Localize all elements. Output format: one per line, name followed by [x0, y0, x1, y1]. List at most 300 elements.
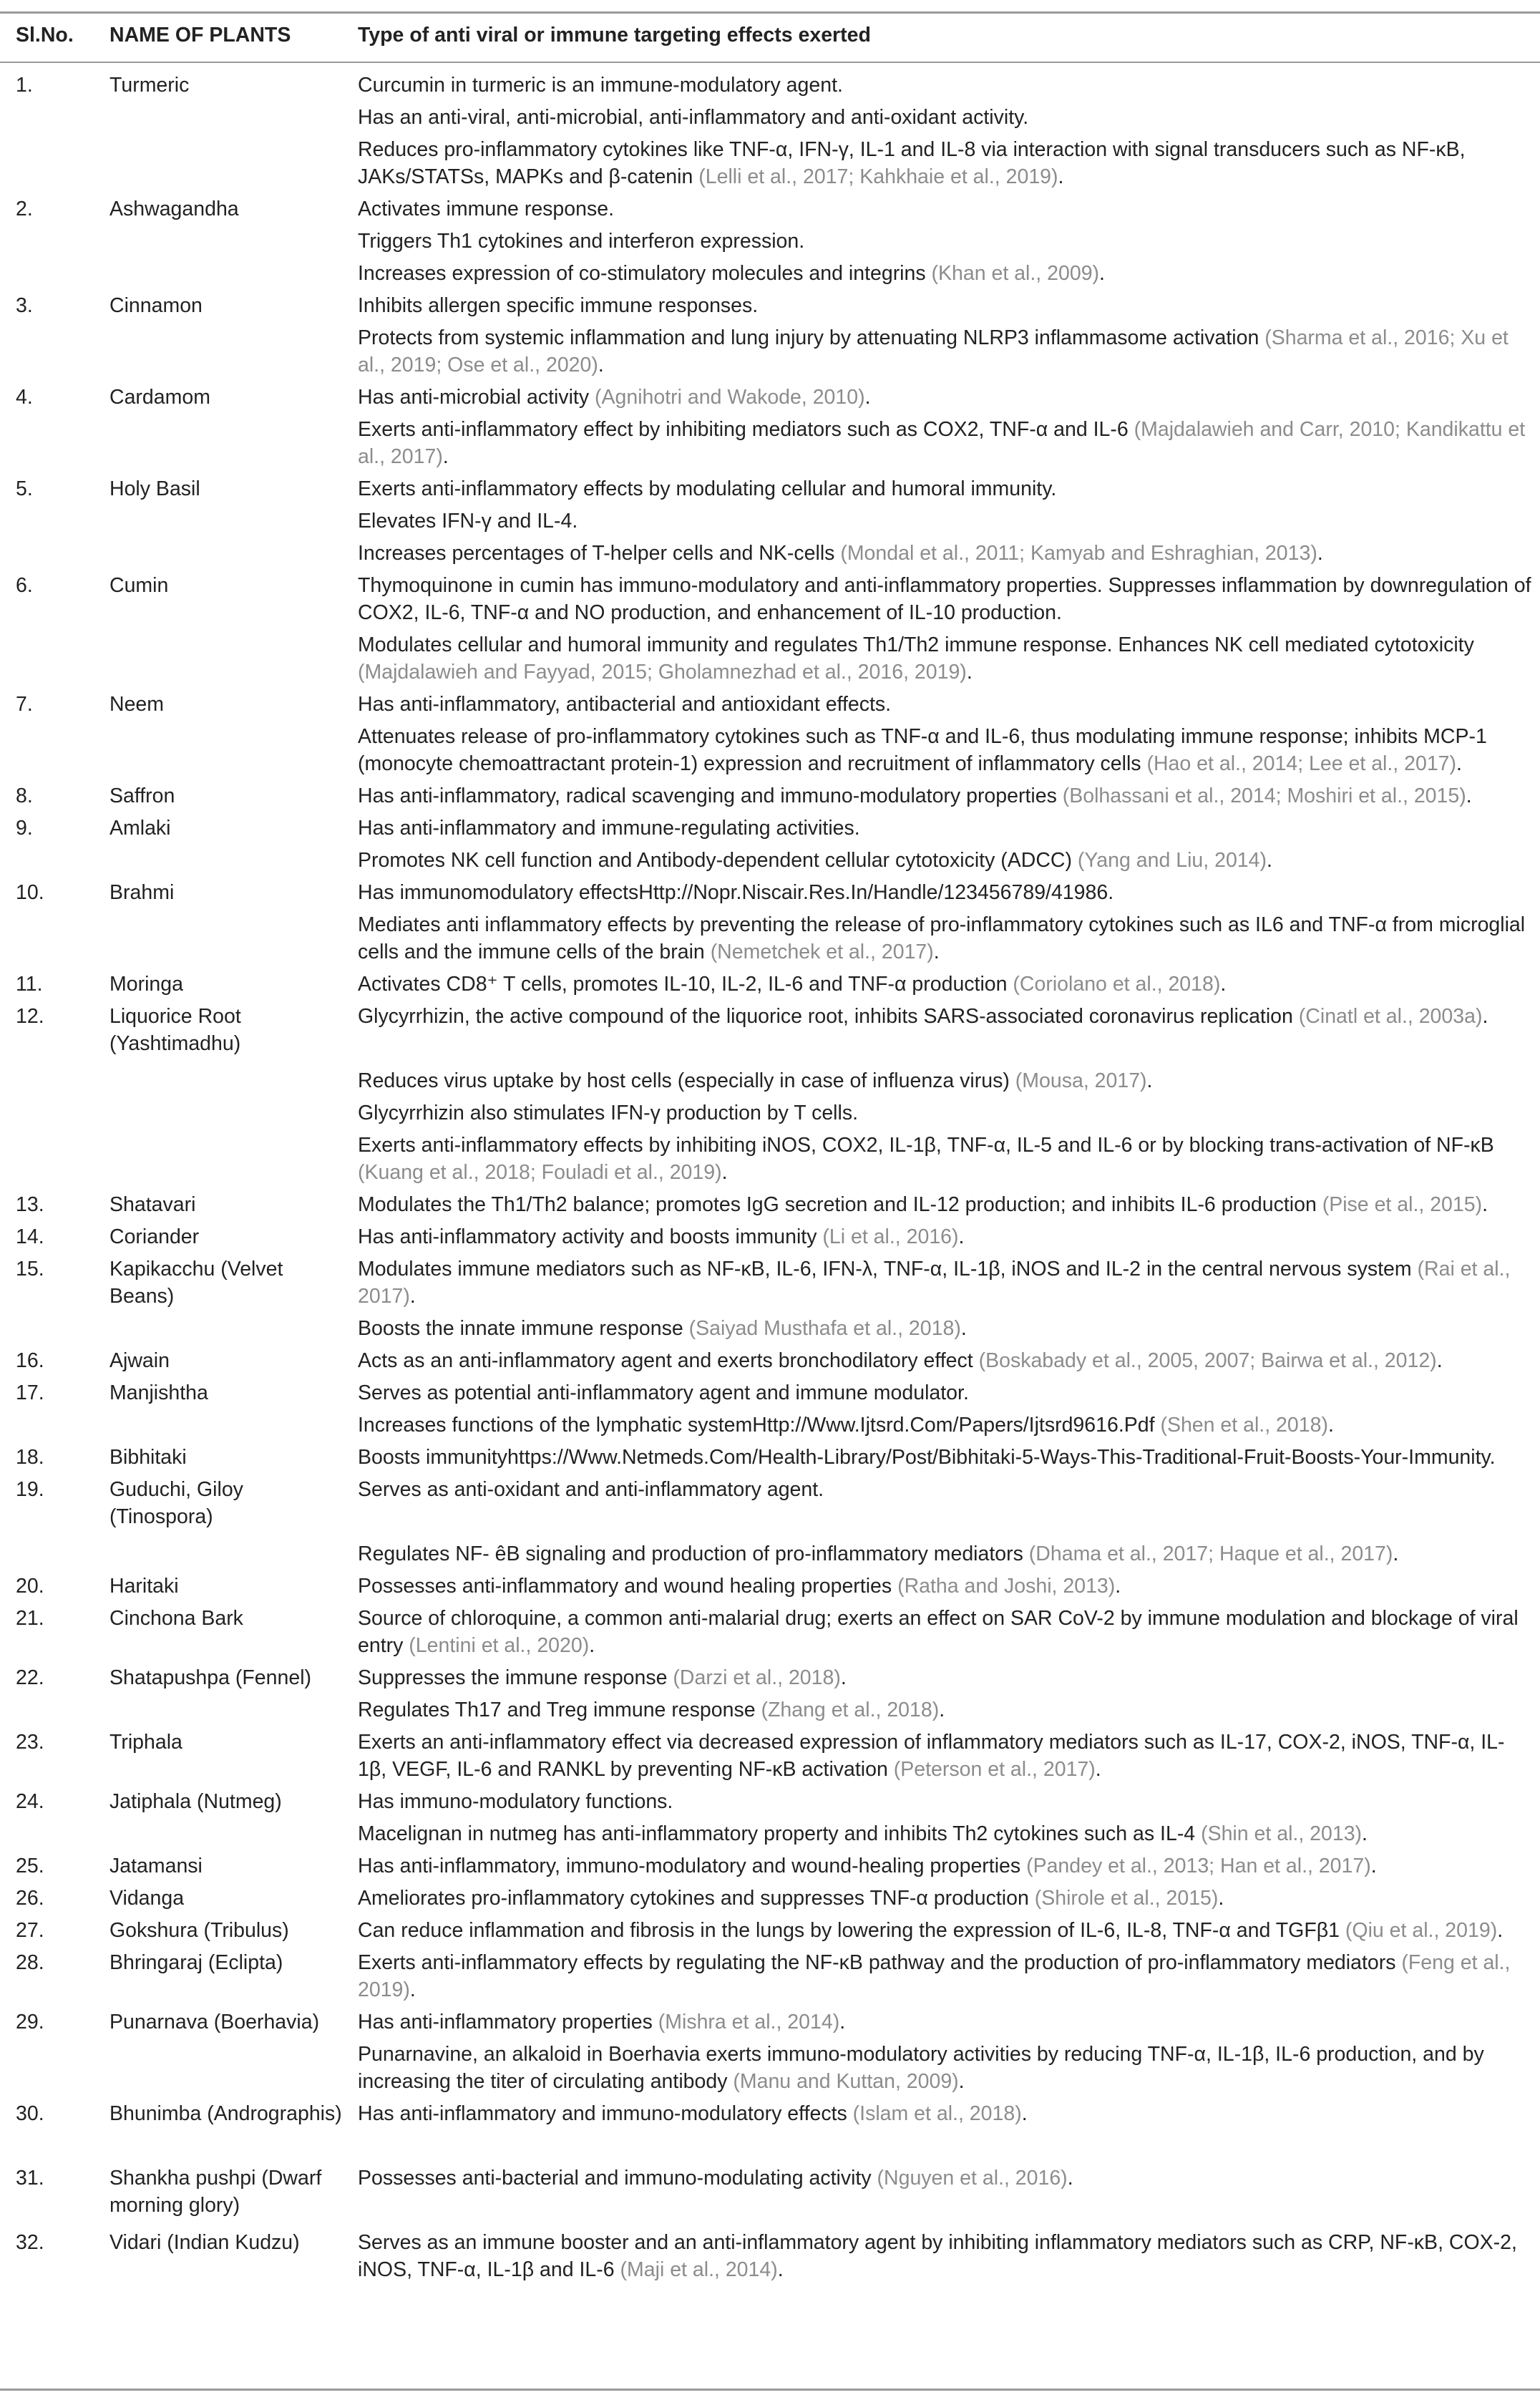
- effect-text: Boosts the innate immune response: [358, 1317, 683, 1340]
- table-row: [0, 691, 1540, 777]
- effect-punctuation: .: [1267, 849, 1272, 872]
- plant-name: Jatiphala (Nutmeg): [109, 1790, 282, 1813]
- effect-punctuation: .: [1067, 2167, 1073, 2190]
- row-number: 15.: [16, 1258, 44, 1281]
- table-row: [0, 1444, 1540, 1471]
- table-row: [0, 72, 1540, 190]
- table-row: [0, 1379, 1540, 1439]
- effect-punctuation: .: [777, 2258, 784, 2281]
- effect-punctuation: .: [598, 354, 604, 376]
- citation-link[interactable]: (Kuang et al., 2018; Fouladi et al., 2019): [358, 1161, 722, 1184]
- row-number: 16.: [16, 1349, 44, 1372]
- effect-item: [358, 1255, 1531, 1310]
- effect-text: Protects from systemic inflammation and lung injury by attenuating NLRP3 inflammasome activation: [358, 326, 1259, 349]
- effect-punctuation: .: [721, 1161, 728, 1184]
- effect-text: Has anti-inflammatory and immune-regulating activities.: [358, 817, 860, 840]
- effect-item: [358, 1347, 1531, 1374]
- citation-link[interactable]: (Feng et al., 2019): [358, 1951, 1511, 2001]
- effect-text: Mediates anti inflammatory effects by preventing the release of pro-inflammatory cytokines such as IL6 and TNF-α from microglial cells and the immune cells of the brain: [358, 913, 1526, 963]
- plant-name: Amlaki: [109, 817, 171, 840]
- effect-text: Serves as an immune booster and an anti-inflammatory agent by inhibiting inflammatory mediators such as CRP, NF-κB, COX-2, iNOS, TNF-α, IL-1β and IL-6: [358, 2231, 1517, 2281]
- effect-text: Serves as anti-oxidant and anti-inflammatory agent.: [358, 1478, 824, 1501]
- citation-link[interactable]: (Majdalawieh and Fayyad, 2015; Gholamnezhad et al., 2016, 2019): [358, 661, 967, 684]
- effect-item: [358, 1099, 1531, 1127]
- effect-text: Has anti-inflammatory properties: [358, 2011, 653, 2034]
- effect-text: Activates CD8⁺ T cells, promotes IL-10, IL-2, IL-6 and TNF-α production: [358, 973, 1008, 996]
- plant-name: Triphala: [109, 1731, 182, 1754]
- effect-item: [358, 1003, 1531, 1062]
- effect-item: [358, 572, 1531, 626]
- effect-punctuation: .: [864, 386, 871, 409]
- effect-text: Increases percentages of T-helper cells and NK-cells: [358, 542, 835, 565]
- plant-name: Cinnamon: [109, 294, 203, 317]
- effect-text: Inhibits allergen specific immune responses.: [358, 294, 759, 317]
- effect-item: [358, 1315, 1531, 1342]
- citation-link[interactable]: (Ratha and Joshi, 2013): [897, 1575, 1116, 1598]
- effect-punctuation: .: [409, 1978, 416, 2001]
- table-row: [0, 815, 1540, 874]
- citation-link[interactable]: (Li et al., 2016): [822, 1225, 959, 1248]
- row-number: 20.: [16, 1575, 44, 1598]
- row-number: 14.: [16, 1225, 44, 1248]
- effect-punctuation: .: [442, 445, 449, 468]
- effect-punctuation: .: [589, 1634, 595, 1657]
- citation-link[interactable]: (Cinatl et al., 2003a): [1298, 1005, 1483, 1028]
- effects-cell: [358, 782, 1531, 810]
- table-row: [0, 2100, 1540, 2159]
- row-number: 23.: [16, 1731, 44, 1754]
- effects-cell: [358, 2100, 1531, 2159]
- row-number: 18.: [16, 1446, 44, 1469]
- effects-cell: [358, 72, 1531, 190]
- citation-link[interactable]: (Darzi et al., 2018): [673, 1666, 841, 1689]
- effect-text: Modulates cellular and humoral immunity and regulates Th1/Th2 immune response. Enhances NK cell mediated cytotoxicity: [358, 633, 1474, 656]
- effect-punctuation: .: [839, 2011, 846, 2034]
- effects-cell: [358, 691, 1531, 777]
- effects-cell: [358, 1191, 1531, 1218]
- plant-name: Neem: [109, 693, 165, 716]
- effect-text: Possesses anti-inflammatory and wound healing properties: [358, 1575, 892, 1598]
- plant-name: Cumin: [109, 574, 169, 597]
- effect-punctuation: .: [1497, 1919, 1504, 1942]
- effect-text: Has anti-microbial activity: [358, 386, 590, 409]
- citation-link[interactable]: (Rai et al., 2017): [358, 1258, 1511, 1308]
- table-body: [0, 72, 1540, 2288]
- citation-link[interactable]: (Nguyen et al., 2016): [877, 2167, 1068, 2190]
- effect-text: Suppresses the immune response: [358, 1666, 668, 1689]
- table-row: [0, 1255, 1540, 1342]
- plant-name: Vidanga: [109, 1887, 185, 1910]
- citation-link[interactable]: (Sharma et al., 2016; Xu et al., 2019; Ose et al., 2020): [358, 326, 1509, 376]
- effect-text: Has an anti-viral, anti-microbial, anti-inflammatory and anti-oxidant activity.: [358, 106, 1029, 129]
- effects-cell: [358, 1444, 1531, 1471]
- effect-item: [358, 1885, 1531, 1912]
- citation-link[interactable]: (Hao et al., 2014; Lee et al., 2017): [1146, 752, 1457, 775]
- effect-text: Regulates Th17 and Treg immune response: [358, 1699, 756, 1721]
- plant-name: Brahmi: [109, 881, 175, 904]
- table-row: [0, 1191, 1540, 1218]
- effect-text: Ameliorates pro-inflammatory cytokines and suppresses TNF-α production: [358, 1887, 1029, 1910]
- effect-item: [358, 1132, 1531, 1186]
- effect-text: Exerts anti-inflammatory effect by inhibiting mediators such as COX2, TNF-α and IL-6: [358, 418, 1129, 441]
- effects-cell: [358, 1379, 1531, 1439]
- effect-item: [358, 1476, 1531, 1535]
- citation-link[interactable]: (Yang and Liu, 2014): [1077, 849, 1267, 872]
- effect-punctuation: .: [933, 941, 940, 963]
- effect-item: [358, 631, 1531, 686]
- effect-text: Triggers Th1 cytokines and interferon expression.: [358, 230, 805, 253]
- effect-item: [358, 104, 1531, 131]
- effect-item: [358, 2164, 1531, 2224]
- plant-name: Haritaki: [109, 1575, 179, 1598]
- effect-item: [358, 72, 1531, 99]
- effect-punctuation: .: [1218, 1887, 1224, 1910]
- effect-text: Exerts an anti-inflammatory effect via decreased expression of inflammatory mediators such as IL-17, COX-2, iNOS, TNF-α, IL-1β, VEGF, IL-6 and RANKL by preventing NF-κB activation: [358, 1731, 1505, 1781]
- plant-name: Saffron: [109, 784, 175, 807]
- citation-link[interactable]: (Pise et al., 2015): [1322, 1193, 1483, 1216]
- effect-text: Has anti-inflammatory and immuno-modulatory effects: [358, 2102, 847, 2125]
- effects-cell: [358, 1347, 1531, 1374]
- effect-punctuation: .: [409, 1285, 416, 1308]
- citation-link[interactable]: (Shen et al., 2018): [1160, 1414, 1328, 1437]
- effect-text: Possesses anti-bacterial and immuno-modulating activity: [358, 2167, 872, 2190]
- table-row: [0, 2229, 1540, 2283]
- effects-cell: [358, 1788, 1531, 1847]
- effect-punctuation: .: [1099, 262, 1105, 285]
- plant-name: Punarnava (Boerhavia): [109, 2011, 320, 2034]
- citation-link[interactable]: (Shirole et al., 2015): [1034, 1887, 1219, 1910]
- effect-punctuation: .: [939, 1699, 945, 1721]
- effect-item: [358, 1067, 1531, 1094]
- citation-link[interactable]: (Boskabady et al., 2005, 2007; Bairwa et al., 2012): [978, 1349, 1437, 1372]
- table-row: [0, 572, 1540, 686]
- table-row: [0, 2008, 1540, 2095]
- effect-text: Has immuno-modulatory functions.: [358, 1790, 673, 1813]
- effect-text: Source of chloroquine, a common anti-malarial drug; exerts an effect on SAR CoV-2 by immune modulation and blockage of viral entry: [358, 1607, 1519, 1657]
- table-row: [0, 1852, 1540, 1880]
- citation-link[interactable]: (Nemetchek et al., 2017): [710, 941, 934, 963]
- row-number: 10.: [16, 881, 44, 904]
- effect-item: [358, 879, 1531, 906]
- effect-item: [358, 292, 1531, 319]
- row-number: 1.: [16, 74, 33, 97]
- effect-text: Modulates immune mediators such as NF-κB, IL-6, IFN-λ, TNF-α, IL-1β, iNOS and IL-2 in the central nervous system: [358, 1258, 1412, 1281]
- effect-text: Can reduce inflammation and fibrosis in the lungs by lowering the expression of IL-6, IL-8, TNF-α and TGFβ1: [358, 1919, 1340, 1942]
- effect-text: Has immunomodulatory effectsHttp://Nopr.Niscair.Res.In/Handle/123456789/41986.: [358, 881, 1114, 904]
- effect-item: [358, 384, 1531, 411]
- effects-cell: [358, 572, 1531, 686]
- row-number: 30.: [16, 2102, 44, 2125]
- table-row: [0, 1917, 1540, 1944]
- effects-cell: [358, 879, 1531, 966]
- effect-item: [358, 1949, 1531, 2003]
- effect-item: [358, 1412, 1531, 1439]
- row-number: 24.: [16, 1790, 44, 1813]
- header-sl-no: Sl.No.: [16, 24, 74, 47]
- plant-name: Bhringaraj (Eclipta): [109, 1951, 283, 1974]
- effect-item: [358, 1605, 1531, 1659]
- effect-item: [358, 228, 1531, 255]
- effect-text: Has anti-inflammatory, antibacterial and antioxidant effects.: [358, 693, 892, 716]
- plant-name: Coriander: [109, 1225, 200, 1248]
- effect-item: [358, 1444, 1531, 1471]
- citation-link[interactable]: (Mousa, 2017): [1015, 1069, 1147, 1092]
- effects-cell: [358, 815, 1531, 874]
- effect-item: [358, 136, 1531, 190]
- effects-cell: [358, 971, 1531, 998]
- row-number: 22.: [16, 1666, 44, 1689]
- effect-item: [358, 416, 1531, 470]
- effect-item: [358, 2229, 1531, 2283]
- effect-punctuation: .: [1317, 542, 1323, 565]
- effect-punctuation: .: [840, 1666, 847, 1689]
- header-effects: Type of anti viral or immune targeting effects exerted: [358, 24, 871, 47]
- table-row: [0, 1003, 1540, 1186]
- effect-item: [358, 1852, 1531, 1880]
- effect-text: Macelignan in nutmeg has anti-inflammatory property and inhibits Th2 cytokines such as IL-4: [358, 1822, 1196, 1845]
- effects-cell: [358, 2229, 1531, 2283]
- effect-punctuation: .: [1436, 1349, 1443, 1372]
- plant-name: Jatamansi: [109, 1855, 203, 1877]
- effects-cell: [358, 1573, 1531, 1600]
- effect-text: Elevates IFN-γ and IL-4.: [358, 510, 578, 533]
- citation-link[interactable]: (Bolhassani et al., 2014; Moshiri et al., 2015): [1062, 784, 1466, 807]
- citation-link[interactable]: (Manu and Kuttan, 2009): [733, 2070, 959, 2093]
- effect-punctuation: .: [1327, 1414, 1334, 1437]
- citation-link[interactable]: (Zhang et al., 2018): [761, 1699, 940, 1721]
- effects-cell: [358, 1605, 1531, 1659]
- effect-punctuation: .: [1466, 784, 1472, 807]
- plant-name: Kapikacchu (Velvet Beans): [109, 1258, 283, 1308]
- citation-link[interactable]: (Mishra et al., 2014): [658, 2011, 840, 2034]
- effect-item: [358, 1820, 1531, 1847]
- citation-link[interactable]: (Coriolano et al., 2018): [1013, 973, 1221, 996]
- effect-text: Serves as potential anti-inflammatory agent and immune modulator.: [358, 1381, 969, 1404]
- citation-link[interactable]: (Shin et al., 2013): [1201, 1822, 1363, 1845]
- effects-cell: [358, 384, 1531, 470]
- effect-text: Increases functions of the lymphatic systemHttp://Www.Ijtsrd.Com/Papers/Ijtsrd9616.Pdf: [358, 1414, 1155, 1437]
- effect-item: [358, 195, 1531, 223]
- plant-name: Holy Basil: [109, 477, 200, 500]
- row-number: 12.: [16, 1005, 44, 1028]
- effect-item: [358, 1379, 1531, 1406]
- row-number: 8.: [16, 784, 33, 807]
- effect-item: [358, 2100, 1531, 2159]
- effect-punctuation: .: [1095, 1758, 1101, 1781]
- table-row: [0, 475, 1540, 567]
- header-plant-name: NAME OF PLANTS: [109, 24, 291, 47]
- table-row: [0, 1476, 1540, 1568]
- effect-item: [358, 540, 1531, 567]
- effect-item: [358, 2008, 1531, 2036]
- effects-cell: [358, 195, 1531, 287]
- effect-punctuation: .: [1393, 1542, 1399, 1565]
- row-number: 13.: [16, 1193, 44, 1216]
- effect-punctuation: .: [1362, 1822, 1368, 1845]
- effects-cell: [358, 1476, 1531, 1568]
- effect-item: [358, 1223, 1531, 1250]
- effect-punctuation: .: [958, 1225, 965, 1248]
- row-number: 25.: [16, 1855, 44, 1877]
- effects-cell: [358, 1917, 1531, 1944]
- plant-name: Bibhitaki: [109, 1446, 187, 1469]
- effect-text: Activates immune response.: [358, 198, 614, 220]
- table-top-rule: [0, 11, 1540, 14]
- effects-cell: [358, 292, 1531, 379]
- effect-text: Increases expression of co-stimulatory molecules and integrins: [358, 262, 926, 285]
- row-number: 17.: [16, 1381, 44, 1404]
- plant-name: Turmeric: [109, 74, 190, 97]
- citation-link[interactable]: (Majdalawieh and Carr, 2010; Kandikattu et al., 2017): [358, 418, 1526, 468]
- effect-text: Acts as an anti-inflammatory agent and exerts bronchodilatory effect: [358, 1349, 973, 1372]
- effect-text: Thymoquinone in cumin has immuno-modulatory and anti-inflammatory properties. Suppresses inflammation by downregulation of COX2, IL-6, TNF-α and NO production, and enhancement of IL-10 production.: [358, 574, 1531, 624]
- effect-punctuation: .: [1482, 1005, 1488, 1028]
- citation-link[interactable]: (Pandey et al., 2013; Han et al., 2017): [1026, 1855, 1371, 1877]
- plant-name: Ashwagandha: [109, 198, 239, 220]
- effect-text: Punarnavine, an alkaloid in Boerhavia exerts immuno-modulatory activities by reducing TNF-α, IL-1β, IL-6 production, and by increasing the titer of circulating antibody: [358, 2043, 1484, 2093]
- row-number: 32.: [16, 2231, 44, 2254]
- citation-link[interactable]: (Agnihotri and Wakode, 2010): [595, 386, 865, 409]
- row-number: 26.: [16, 1887, 44, 1910]
- effect-item: [358, 1917, 1531, 1944]
- row-number: 9.: [16, 817, 33, 840]
- effect-item: [358, 1664, 1531, 1691]
- plant-name: Moringa: [109, 973, 183, 996]
- plant-name: Manjishtha: [109, 1381, 208, 1404]
- citation-link[interactable]: (Maji et al., 2014): [620, 2258, 778, 2281]
- effects-cell: [358, 1729, 1531, 1783]
- effects-cell: [358, 475, 1531, 567]
- effect-item: [358, 324, 1531, 379]
- row-number: 28.: [16, 1951, 44, 1974]
- effect-item: [358, 1729, 1531, 1783]
- effect-text: Has anti-inflammatory, radical scavenging and immuno-modulatory properties: [358, 784, 1057, 807]
- effect-text: Promotes NK cell function and Antibody-dependent cellular cytotoxicity (ADCC): [358, 849, 1072, 872]
- effects-cell: [358, 1852, 1531, 1880]
- effects-cell: [358, 1003, 1531, 1186]
- plant-name: Shatapushpa (Fennel): [109, 1666, 312, 1689]
- citation-link[interactable]: (Mondal et al., 2011; Kamyab and Eshraghian, 2013): [840, 542, 1317, 565]
- row-number: 2.: [16, 198, 33, 220]
- effect-punctuation: .: [1220, 973, 1227, 996]
- row-number: 11.: [16, 973, 43, 996]
- citation-link[interactable]: (Islam et al., 2018): [852, 2102, 1022, 2125]
- table-row: [0, 782, 1540, 810]
- effect-item: [358, 507, 1531, 535]
- table-row: [0, 195, 1540, 287]
- effect-text: Reduces pro-inflammatory cytokines like TNF-α, IFN-γ, IL-1 and IL-8 via interaction with signal transducers such as NF-κB, JAKs/STATSs, MAPKs and β-catenin: [358, 138, 1466, 188]
- row-number: 7.: [16, 693, 33, 716]
- table-row: [0, 1347, 1540, 1374]
- table-row: [0, 971, 1540, 998]
- row-number: 3.: [16, 294, 33, 317]
- effect-item: [358, 815, 1531, 842]
- effect-item: [358, 782, 1531, 810]
- effect-item: [358, 1788, 1531, 1815]
- effect-item: [358, 723, 1531, 777]
- table-row: [0, 292, 1540, 379]
- effects-cell: [358, 1885, 1531, 1912]
- citation-link[interactable]: (Saiyad Musthafa et al., 2018): [688, 1317, 961, 1340]
- plant-name: Vidari (Indian Kudzu): [109, 2231, 300, 2254]
- citation-link[interactable]: (Lelli et al., 2017; Kahkhaie et al., 2019): [698, 165, 1058, 188]
- row-number: 21.: [16, 1607, 44, 1630]
- citation-link[interactable]: (Qiu et al., 2019): [1345, 1919, 1498, 1942]
- effect-item: [358, 911, 1531, 966]
- row-number: 27.: [16, 1919, 44, 1942]
- plant-name: Shatavari: [109, 1193, 196, 1216]
- plant-name: Shankha pushpi (Dwarf morning glory): [109, 2167, 322, 2217]
- effect-text: Boosts immunityhttps://Www.Netmeds.Com/Health-Library/Post/Bibhitaki-5-Ways-This-Traditional-Fruit-Boosts-Your-Immunity.: [358, 1446, 1496, 1469]
- table-row: [0, 1664, 1540, 1724]
- effect-punctuation: .: [1058, 165, 1064, 188]
- table-row: [0, 1729, 1540, 1783]
- plant-name: Liquorice Root (Yashtimadhu): [109, 1005, 241, 1055]
- effect-punctuation: .: [1146, 1069, 1153, 1092]
- table-row: [0, 2164, 1540, 2224]
- effect-text: Glycyrrhizin, the active compound of the liquorice root, inhibits SARS-associated coronavirus replication: [358, 1005, 1293, 1028]
- effects-cell: [358, 2164, 1531, 2224]
- effect-text: Exerts anti-inflammatory effects by regulating the NF-κB pathway and the production of pro-inflammatory mediators: [358, 1951, 1396, 1974]
- citation-link[interactable]: (Lentini et al., 2020): [409, 1634, 590, 1657]
- plant-name: Bhunimba (Andrographis): [109, 2102, 342, 2125]
- table-row: [0, 1885, 1540, 1912]
- row-number: 29.: [16, 2011, 44, 2034]
- effect-punctuation: .: [1115, 1575, 1121, 1598]
- table-row: [0, 384, 1540, 470]
- effect-punctuation: .: [1021, 2102, 1028, 2125]
- effect-item: [358, 260, 1531, 287]
- citation-link[interactable]: (Dhama et al., 2017; Haque et al., 2017): [1028, 1542, 1393, 1565]
- effects-cell: [358, 1255, 1531, 1342]
- plant-name: Cinchona Bark: [109, 1607, 243, 1630]
- effect-punctuation: .: [958, 2070, 965, 2093]
- table-row: [0, 879, 1540, 966]
- effects-cell: [358, 2008, 1531, 2095]
- effect-text: Glycyrrhizin also stimulates IFN-γ production by T cells.: [358, 1102, 859, 1124]
- effect-item: [358, 1540, 1531, 1568]
- table-bottom-rule: [0, 2389, 1540, 2391]
- effect-punctuation: .: [960, 1317, 967, 1340]
- effects-cell: [358, 1949, 1531, 2003]
- plant-name: Cardamom: [109, 386, 210, 409]
- effect-text: Regulates NF- êB signaling and production of pro-inflammatory mediators: [358, 1542, 1023, 1565]
- row-number: 19.: [16, 1478, 44, 1501]
- effect-item: [358, 847, 1531, 874]
- effects-cell: [358, 1223, 1531, 1250]
- effect-text: Exerts anti-inflammatory effects by modulating cellular and humoral immunity.: [358, 477, 1057, 500]
- effect-text: Exerts anti-inflammatory effects by inhibiting iNOS, COX2, IL-1β, TNF-α, IL-5 and IL-6 or by blocking trans-activation of NF-κB: [358, 1134, 1494, 1157]
- effect-punctuation: .: [1482, 1193, 1488, 1216]
- effect-text: Reduces virus uptake by host cells (especially in case of influenza virus): [358, 1069, 1010, 1092]
- plant-name: Gokshura (Tribulus): [109, 1919, 289, 1942]
- effect-item: [358, 1191, 1531, 1218]
- table-row: [0, 1223, 1540, 1250]
- table-row: [0, 1788, 1540, 1847]
- effects-cell: [358, 1664, 1531, 1724]
- table-row: [0, 1573, 1540, 1600]
- effect-text: Has anti-inflammatory, immuno-modulatory and wound-healing properties: [358, 1855, 1021, 1877]
- citation-link[interactable]: (Peterson et al., 2017): [893, 1758, 1096, 1781]
- effect-item: [358, 475, 1531, 502]
- effect-text: Has anti-inflammatory activity and boosts immunity: [358, 1225, 817, 1248]
- effect-text: Modulates the Th1/Th2 balance; promotes IgG secretion and IL-12 production; and inhibits IL-6 production: [358, 1193, 1317, 1216]
- table-row: [0, 1605, 1540, 1659]
- row-number: 4.: [16, 386, 33, 409]
- effect-item: [358, 2041, 1531, 2095]
- effect-text: Attenuates release of pro-inflammatory cytokines such as TNF-α and IL-6, thus modulating immune response; inhibits MCP-1 (monocyte chemoattractant protein-1) expression and recruitment of inflammatory cells: [358, 725, 1487, 775]
- citation-link[interactable]: (Khan et al., 2009): [931, 262, 1100, 285]
